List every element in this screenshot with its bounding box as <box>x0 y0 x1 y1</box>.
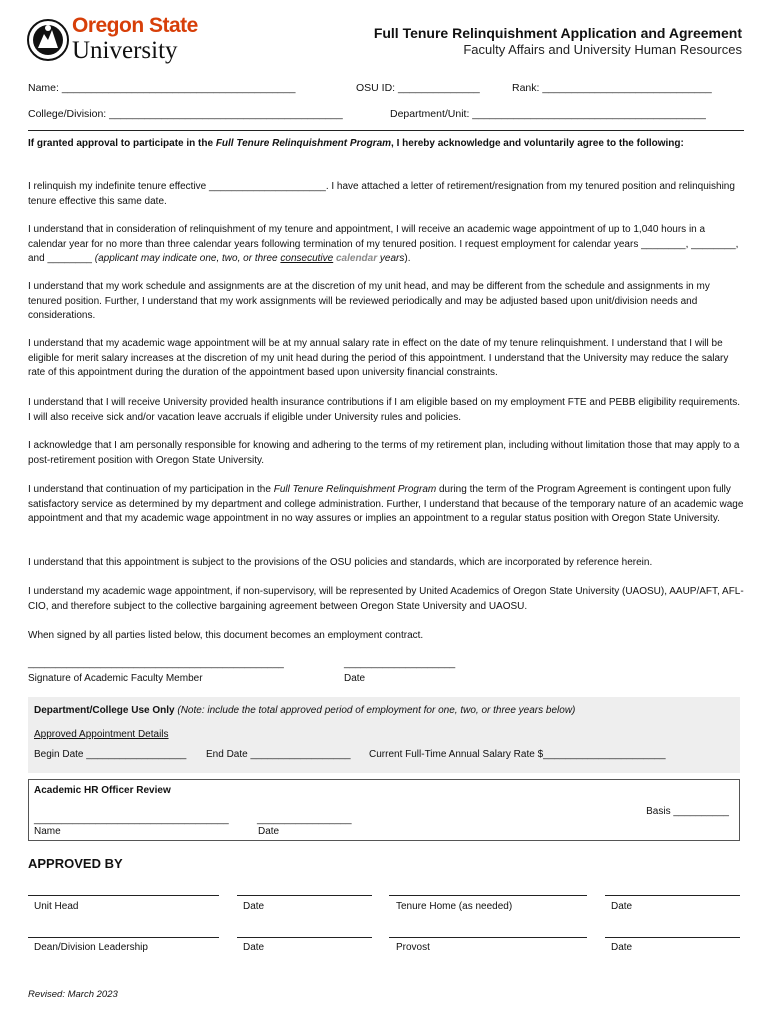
signature-date-label: Date <box>344 673 366 684</box>
dean-date-line[interactable] <box>237 937 372 938</box>
header-divider <box>28 130 744 131</box>
paragraph-8: I understand that this appointment is subject to the provisions of the OSU policies and standards, which are incorporated by reference herein. <box>28 557 653 568</box>
dean-date-label: Date <box>243 942 265 953</box>
paragraph-5: I understand that I will receive University provided health insurance contributions if I am eligible based on my employment FTE and PEBB eligibility requirements. I will also receive sick and/or vacation leave accruals if eligible under University rules and policies. <box>28 397 741 423</box>
unit-head-date-line[interactable] <box>237 895 372 896</box>
tenure-home-line[interactable] <box>389 895 587 896</box>
department-field[interactable]: Department/Unit: ________________________________________ <box>390 108 706 120</box>
provost-line[interactable] <box>389 937 587 938</box>
department-use-box <box>28 697 740 773</box>
begin-date-field[interactable]: Begin Date __________________ <box>34 749 187 760</box>
approved-by-heading: APPROVED BY <box>28 856 123 871</box>
hr-name-label: Name <box>34 826 61 837</box>
provost-date-line[interactable] <box>605 937 740 938</box>
osu-seal-icon <box>26 10 70 70</box>
department-use-heading: Department/College Use Only (Note: include the total approved period of employment for one, two, or three years below) <box>34 705 576 716</box>
paragraph-2: I understand that in consideration of relinquishment of my tenure and appointment, I will receive an academic wage appointment of up to 1,040 hours in a calendar year for no more than three calendar years following termination of my tenured position. I request employment for calendar years ________, ________, and ________ (applicant may indicate one, two, or three consecutive calendar years). <box>28 224 739 264</box>
hr-date-line[interactable]: _________________ <box>257 814 352 825</box>
unit-head-line[interactable] <box>28 895 219 896</box>
hr-review-box <box>28 779 740 841</box>
salary-rate-field[interactable]: Current Full-Time Annual Salary Rate $______________________ <box>369 749 666 760</box>
paragraph-6: I acknowledge that I am personally responsible for knowing and adhering to the terms of my retirement plan, including without limitation those that may apply to a post-retirement position with Oregon State University. <box>28 440 740 466</box>
hr-review-heading: Academic HR Officer Review <box>34 785 171 796</box>
paragraph-4: I understand that my academic wage appointment will be at my annual salary rate in effect on the date of my tenure relinquishment. I understand that I will be eligible for merit salary increases at the discretion of my unit head during the period of this appointment. I understand that the University may reduce the salary rate of this appointment during the duration of the appointment based upon university financial constraints. <box>28 338 729 378</box>
osu-logo <box>26 8 201 70</box>
logo-line-2: University <box>72 37 178 64</box>
document-subtitle: Faculty Affairs and University Human Resources <box>463 42 742 57</box>
paragraph-1: I relinquish my indefinite tenure effective _____________________. I have attached a letter of retirement/resignation from my tenured position and relinquishing tenure effective this same date. <box>28 181 735 207</box>
unit-head-label: Unit Head <box>34 901 79 912</box>
provost-label: Provost <box>396 942 430 953</box>
revised-date: Revised: March 2023 <box>28 989 118 1000</box>
paragraph-9: I understand my academic wage appointment, if non-supervisory, will be represented by United Academics of Oregon State University (UAOSU), AAUP/AFT, AFL-CIO, and therefore subject to the collective bargaining agreement between Oregon State University and UAOSU. <box>28 586 744 612</box>
end-date-field[interactable]: End Date __________________ <box>206 749 351 760</box>
basis-field[interactable]: Basis __________ <box>646 806 729 817</box>
tenure-home-label: Tenure Home (as needed) <box>396 901 513 912</box>
signature-line[interactable]: ______________________________________________ <box>28 658 284 669</box>
name-field[interactable]: Name: ________________________________________ <box>28 82 296 94</box>
hr-date-label: Date <box>258 826 280 837</box>
provost-date-label: Date <box>611 942 633 953</box>
osu-id-field[interactable]: OSU ID: ______________ <box>356 82 480 94</box>
dean-label: Dean/Division Leadership <box>34 942 148 953</box>
signature-date-line[interactable]: ____________________ <box>344 658 456 669</box>
tenure-home-date-line[interactable] <box>605 895 740 896</box>
tenure-home-date-label: Date <box>611 901 633 912</box>
logo-line-1: Oregon State <box>72 14 198 37</box>
signature-label: Signature of Academic Faculty Member <box>28 673 203 684</box>
intro-statement: If granted approval to participate in the Full Tenure Relinquishment Program, I hereby acknowledge and voluntarily agree to the following: <box>28 138 684 149</box>
unit-head-date-label: Date <box>243 901 265 912</box>
rank-field[interactable]: Rank: _____________________________ <box>512 82 712 94</box>
college-field[interactable]: College/Division: ________________________________________ <box>28 108 343 120</box>
hr-name-line[interactable]: ___________________________________ <box>34 814 229 825</box>
paragraph-7: I understand that continuation of my participation in the Full Tenure Relinquishment Program during the term of the Program Agreement is contingent upon fully satisfactory service as determined by my department and college administration. Further, I understand that because of the temporary nature of an academic wage appointment and that my academic wage appointment in no way assures or implies an appointment to a regular status position with Oregon State University. <box>28 484 744 524</box>
paragraph-3: I understand that my work schedule and assignments are at the discretion of my unit head, and may be different from the schedule and assignments in my tenured position. Further, I understand that my work assignments will be reviewed periodically and may be adjusted based upon unit/division needs and considerations. <box>28 281 710 321</box>
approved-details-heading: Approved Appointment Details <box>34 729 169 740</box>
document-title: Full Tenure Relinquishment Application and Agreement <box>373 25 742 41</box>
paragraph-10: When signed by all parties listed below, this document becomes an employment contract. <box>28 630 424 641</box>
dean-line[interactable] <box>28 937 219 938</box>
